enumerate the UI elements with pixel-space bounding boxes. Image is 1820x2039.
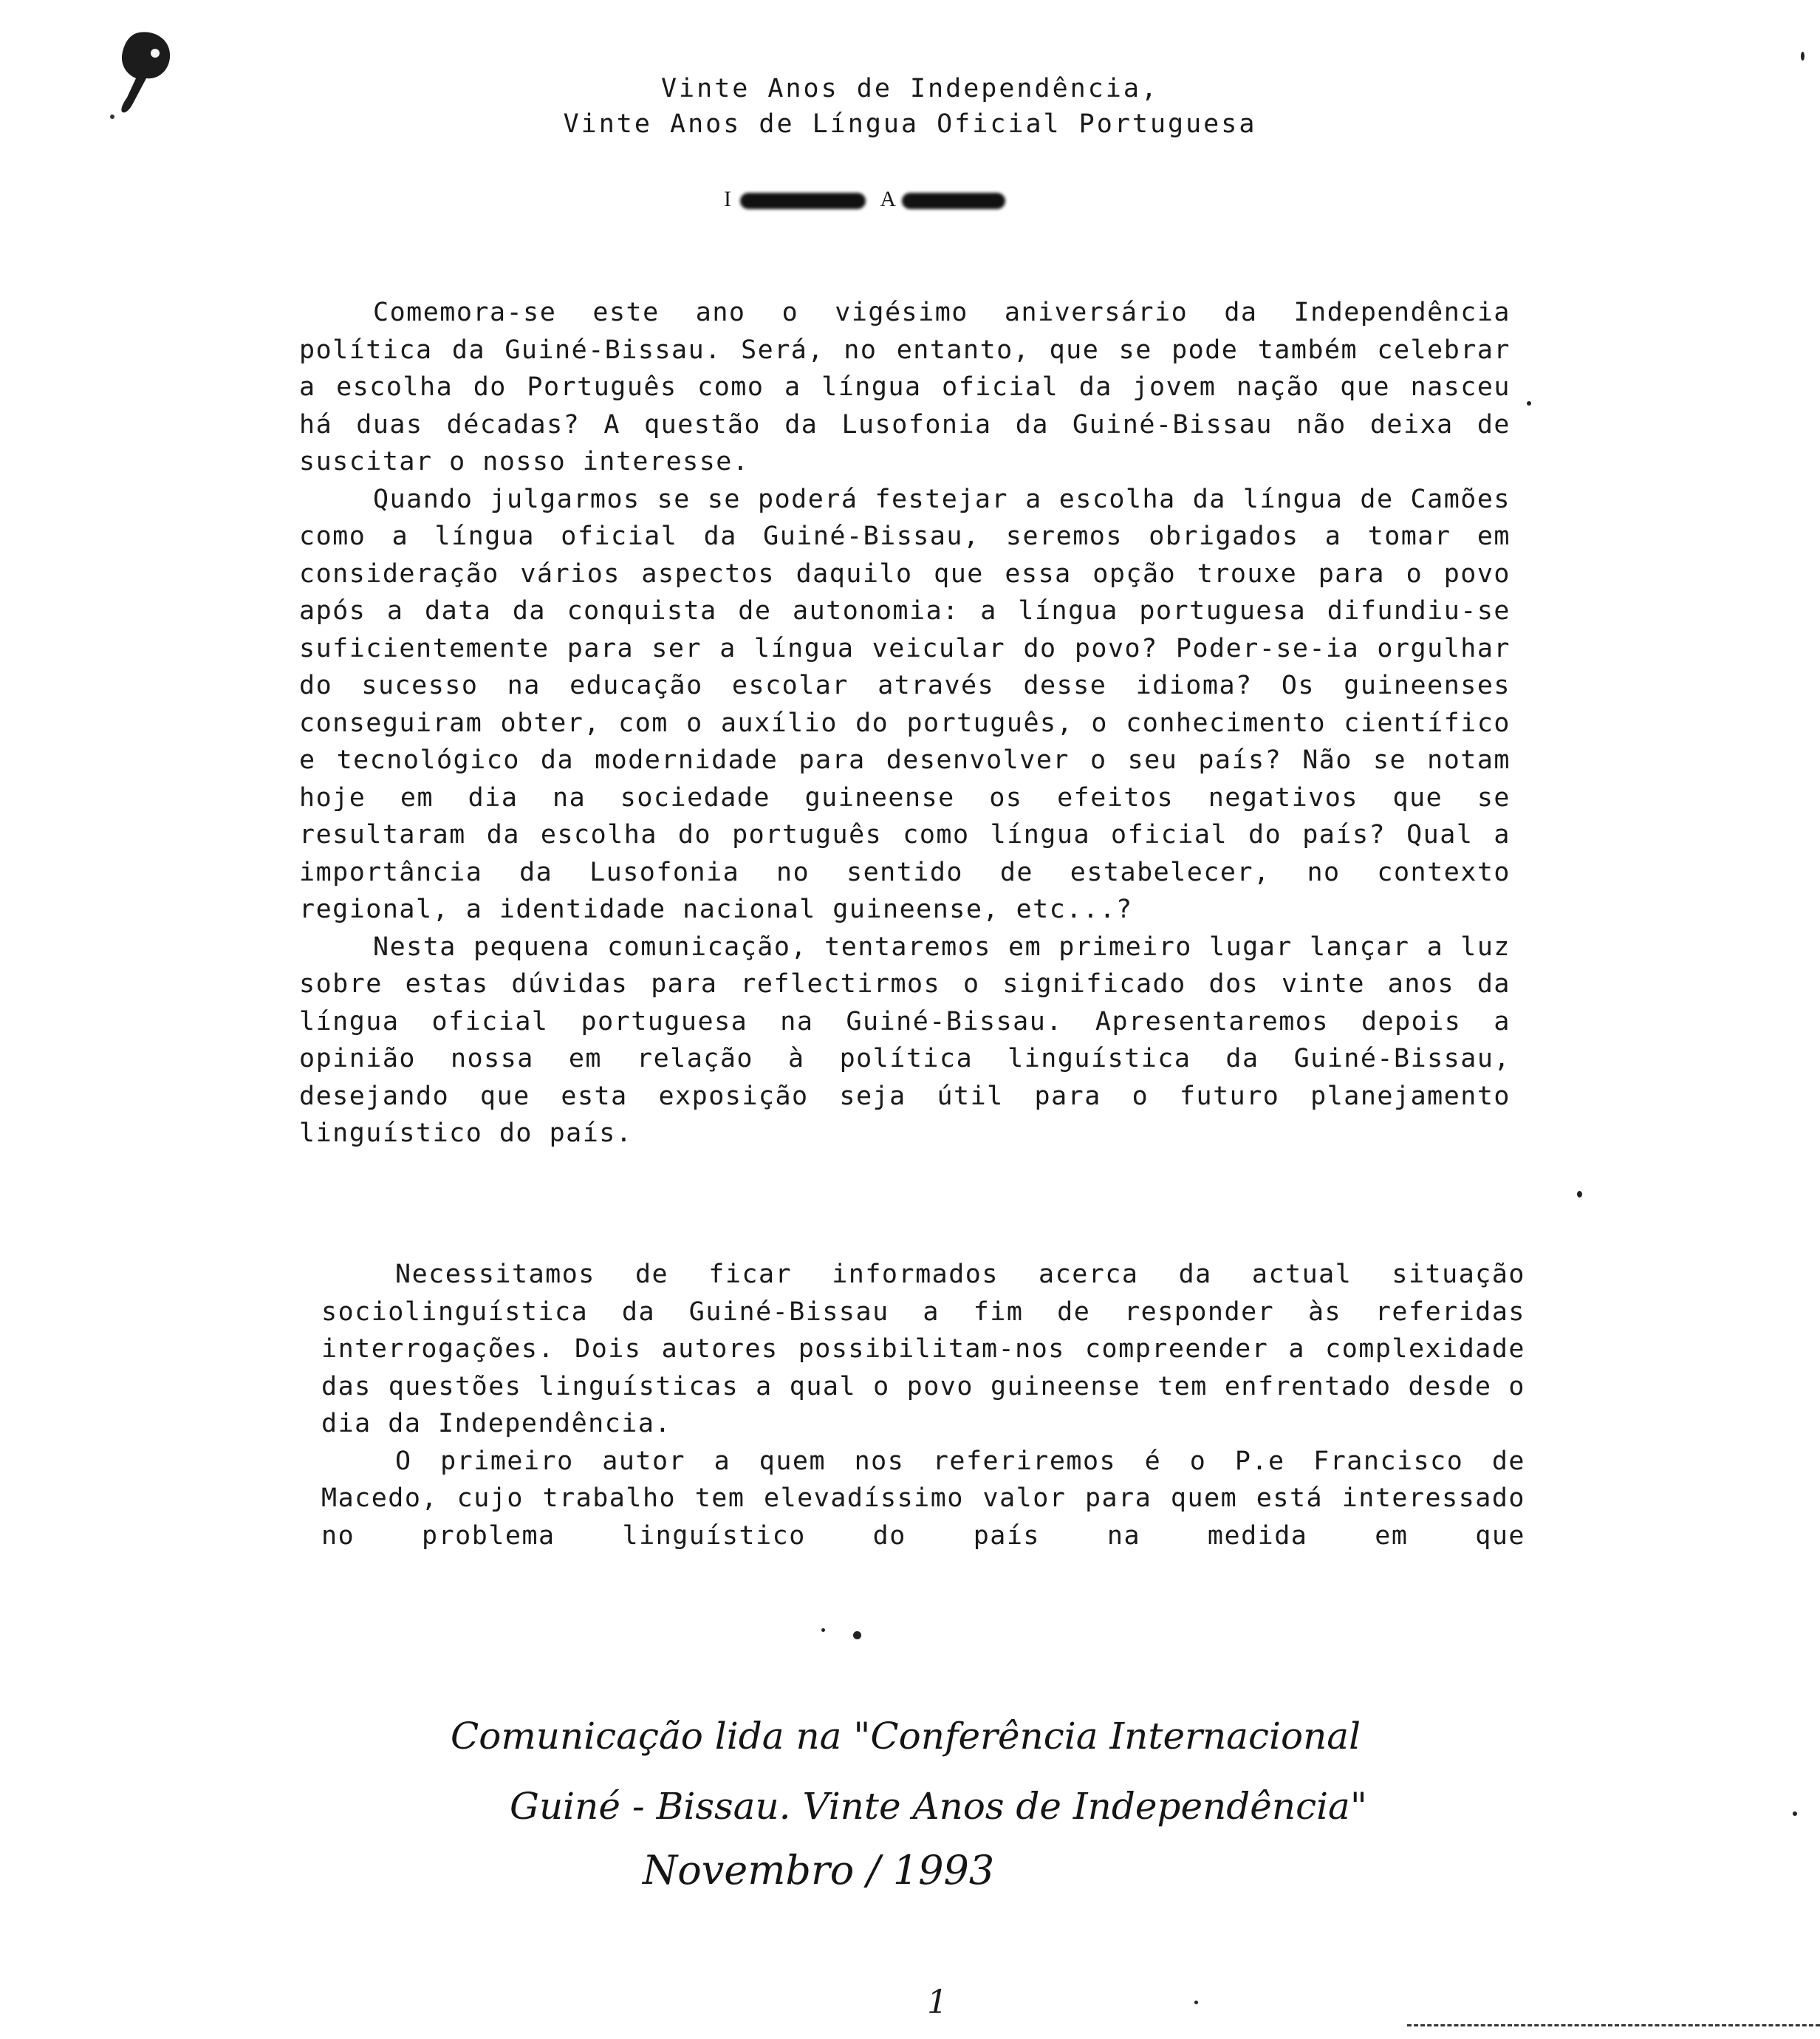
author-line <box>724 183 1049 216</box>
speck <box>853 1631 861 1639</box>
page-number: 1 <box>927 1984 948 2021</box>
section-1 <box>299 294 1511 1152</box>
redacted-last-name <box>902 193 1005 209</box>
speck <box>1577 1191 1582 1198</box>
title-line-2: Vinte Anos de Língua Oficial Portuguesa <box>563 109 1257 139</box>
paragraph: Nesta pequena comunicação, tentaremos em primeiro lugar lançar a luz sobre estas dúvidas para reflectirmos o significado dos vinte anos da língua oficial portuguesa na Guiné-Bissau. Apresentaremos depois a opinião nossa em relação à política linguística da Guiné-Bissau, desejando que esta exposição seja útil para o futuro planejamento linguístico do país. <box>299 932 1511 1148</box>
title-line-1: Vinte Anos de Independência, <box>660 74 1159 103</box>
speck <box>1527 401 1531 406</box>
scan-edge <box>1407 2024 1820 2026</box>
handwritten-note-line-2: Guiné - Bissau. Vinte Anos de Independência" <box>510 1785 1367 1828</box>
author-initial-first: I <box>724 187 731 211</box>
handwritten-note-date: Novembro / 1993 <box>643 1847 995 1893</box>
redacted-first-name <box>740 193 866 209</box>
handwritten-note-line-1: Comunicação lida na "Conferência Internacional <box>451 1715 1361 1758</box>
document-title <box>0 71 1820 142</box>
speck <box>821 1628 825 1632</box>
paragraph: Quando julgarmos se se poderá festejar a escolha da língua de Camões como a língua oficial da Guiné-Bissau, seremos obrigados a tomar em consideração vários aspectos daquilo que essa opção trouxe para o povo após a data da conquista de autonomia: a língua portuguesa difundiu-se suficientemente para ser a língua veicular do povo? Poder-se-ia orgulhar do sucesso na educação escolar através desse idioma? Os guineenses conseguiram obter, com o auxílio do português, o conhecimento científico e tecnológico da modernidade para desenvolver o seu país? Não se notam hoje em dia na sociedade guineense os efeitos negativos que se resultaram da escolha do português como língua oficial do país? Qual a importância da Lusofonia no sentido de estabelecer, no contexto regional, a identidade nacional guineense, etc...? <box>299 484 1511 924</box>
section-2 <box>321 1256 1525 1554</box>
author-initial-last: A <box>880 187 895 211</box>
paragraph: Necessitamos de ficar informados acerca da actual situação sociolinguística da Guiné-Bissau a fim de responder às referidas interrogações. Dois autores possibilitam-nos compreender a complexidade das questões linguísticas a qual o povo guineense tem enfrentado desde o dia da Independência. <box>321 1260 1525 1438</box>
paragraph: Comemora-se este ano o vigésimo aniversário da Independência política da Guiné-Bissau. Será, no entanto, que se pode também celebrar a escolha do Português como a língua oficial da jovem nação que nasceu há duas décadas? A questão da Lusofonia da Guiné-Bissau não deixa de suscitar o nosso interesse. <box>299 298 1511 477</box>
speck <box>1793 1811 1797 1816</box>
speck <box>1801 52 1804 61</box>
speck <box>1194 2001 1198 2004</box>
paragraph: O primeiro autor a quem nos referiremos é o P.e Francisco de Macedo, cujo trabalho tem elevadíssimo valor para quem está interessado no problema linguístico do país na medida em que <box>321 1446 1525 1551</box>
